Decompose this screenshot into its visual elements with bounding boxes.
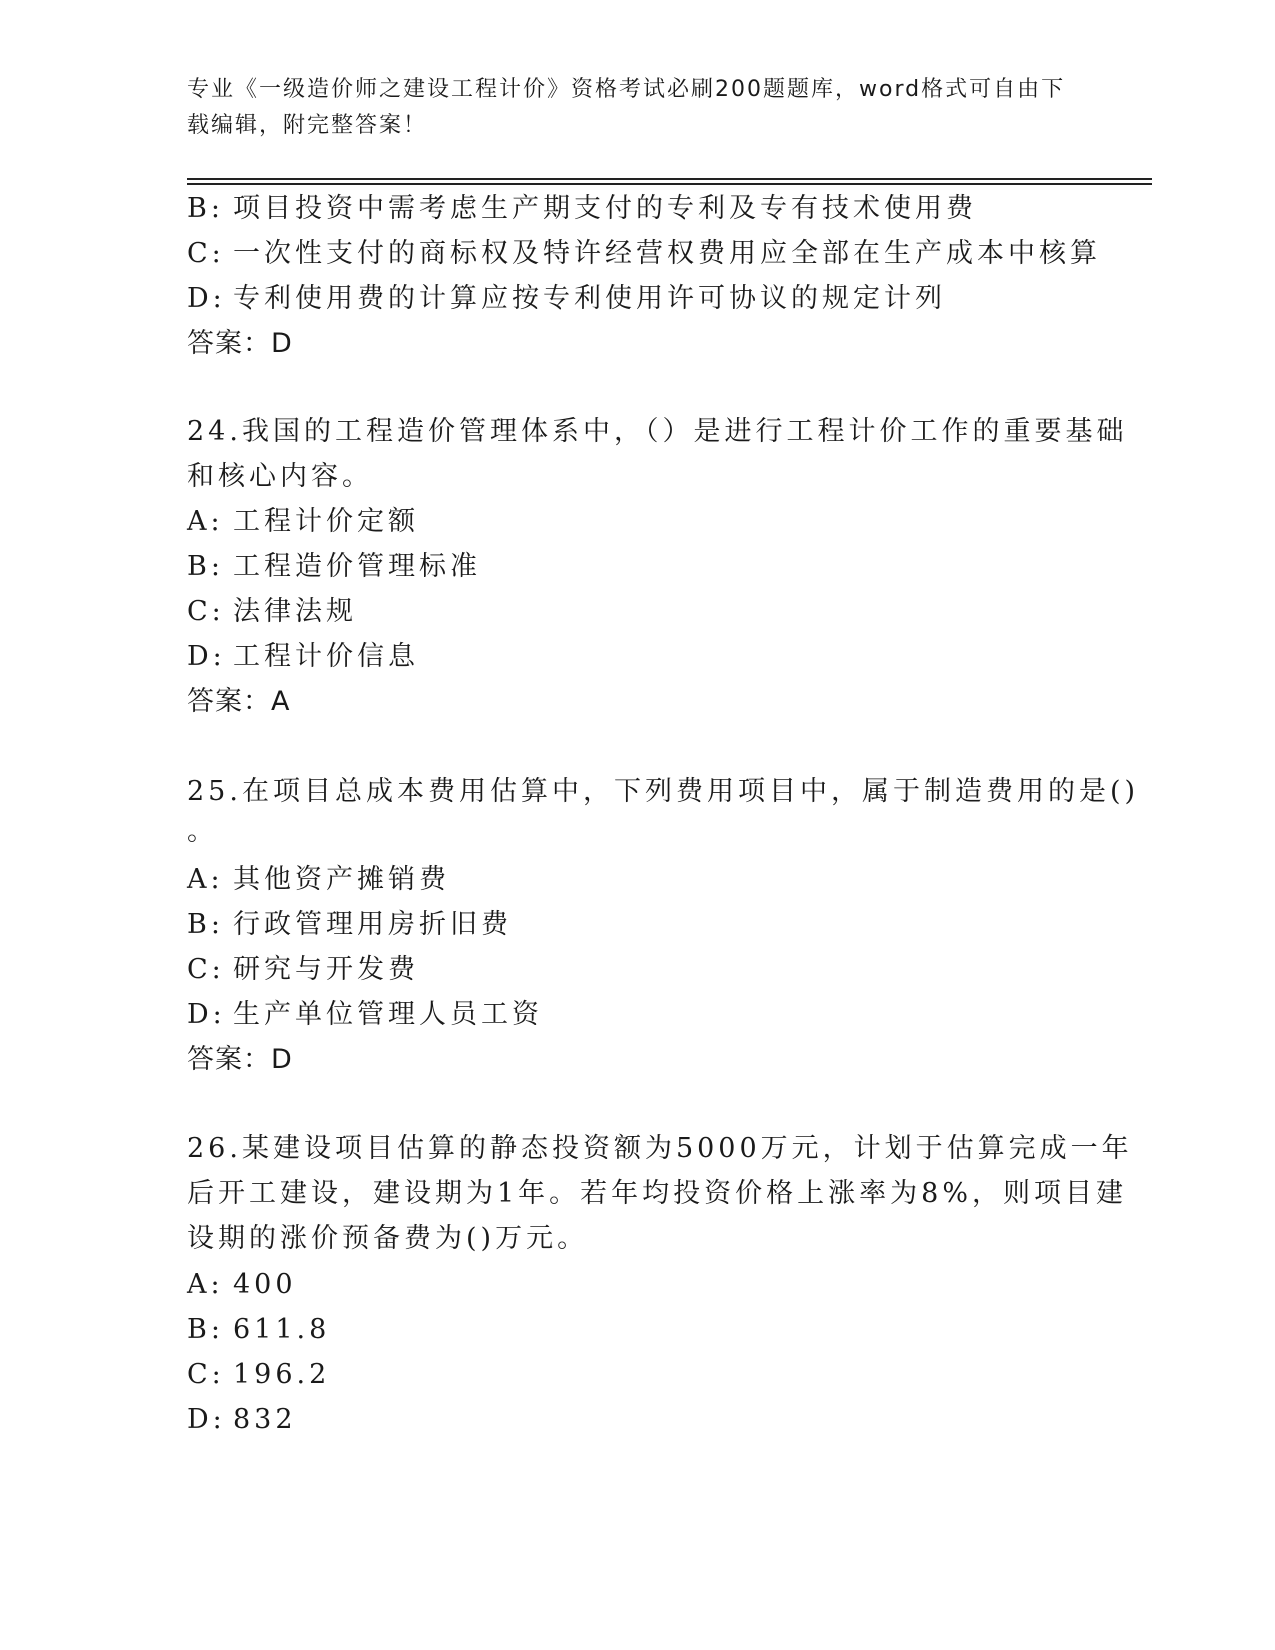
document-header: 专业《一级造价师之建设工程计价》资格考试必刷200题题库，word格式可自由下载编辑，附完整答案！ [187,77,1066,138]
option-b: B: 工程造价管理标准 [187,551,481,582]
option-d: D: 专利使用费的计算应按专利使用许可协议的规定计列 [187,283,946,314]
question-25-text: 25.在项目总成本费用估算中，下列费用项目中，属于制造费用的是() [187,776,1140,807]
question-26-text: 26.某建设项目估算的静态投资额为5000万元，计划于估算完成一年 [187,1133,1133,1164]
option-b: B: 611.8 [187,1314,331,1345]
question-25-text-cont: 。 [187,816,218,847]
answer-line: 答案：D [187,1044,293,1075]
option-d: D: 832 [187,1404,297,1435]
header-divider [187,178,1152,180]
option-b: B: 行政管理用房折旧费 [187,909,512,940]
header-divider-secondary [187,183,1152,185]
question-24-text-cont: 和核心内容。 [187,461,373,492]
option-d: D: 生产单位管理人员工资 [187,999,543,1030]
question-24-text: 24.我国的工程造价管理体系中，（）是进行工程计价工作的重要基础 [187,416,1128,447]
answer-line: 答案：D [187,328,293,359]
option-c: C: 一次性支付的商标权及特许经营权费用应全部在生产成本中核算 [187,238,1101,269]
answer-line: 答案：A [187,686,291,717]
option-b: B: 项目投资中需考虑生产期支付的专利及专有技术使用费 [187,193,977,224]
option-a: A: 工程计价定额 [187,506,419,537]
option-c: C: 196.2 [187,1359,331,1390]
question-26-text-cont: 后开工建设，建设期为1年。若年均投资价格上涨率为8%，则项目建 [187,1178,1128,1209]
option-c: C: 研究与开发费 [187,954,419,985]
question-26-text-cont2: 设期的涨价预备费为()万元。 [187,1223,589,1254]
option-a: A: 其他资产摊销费 [187,864,450,895]
option-a: A: 400 [187,1269,297,1300]
option-c: C: 法律法规 [187,596,357,627]
option-d: D: 工程计价信息 [187,641,419,672]
